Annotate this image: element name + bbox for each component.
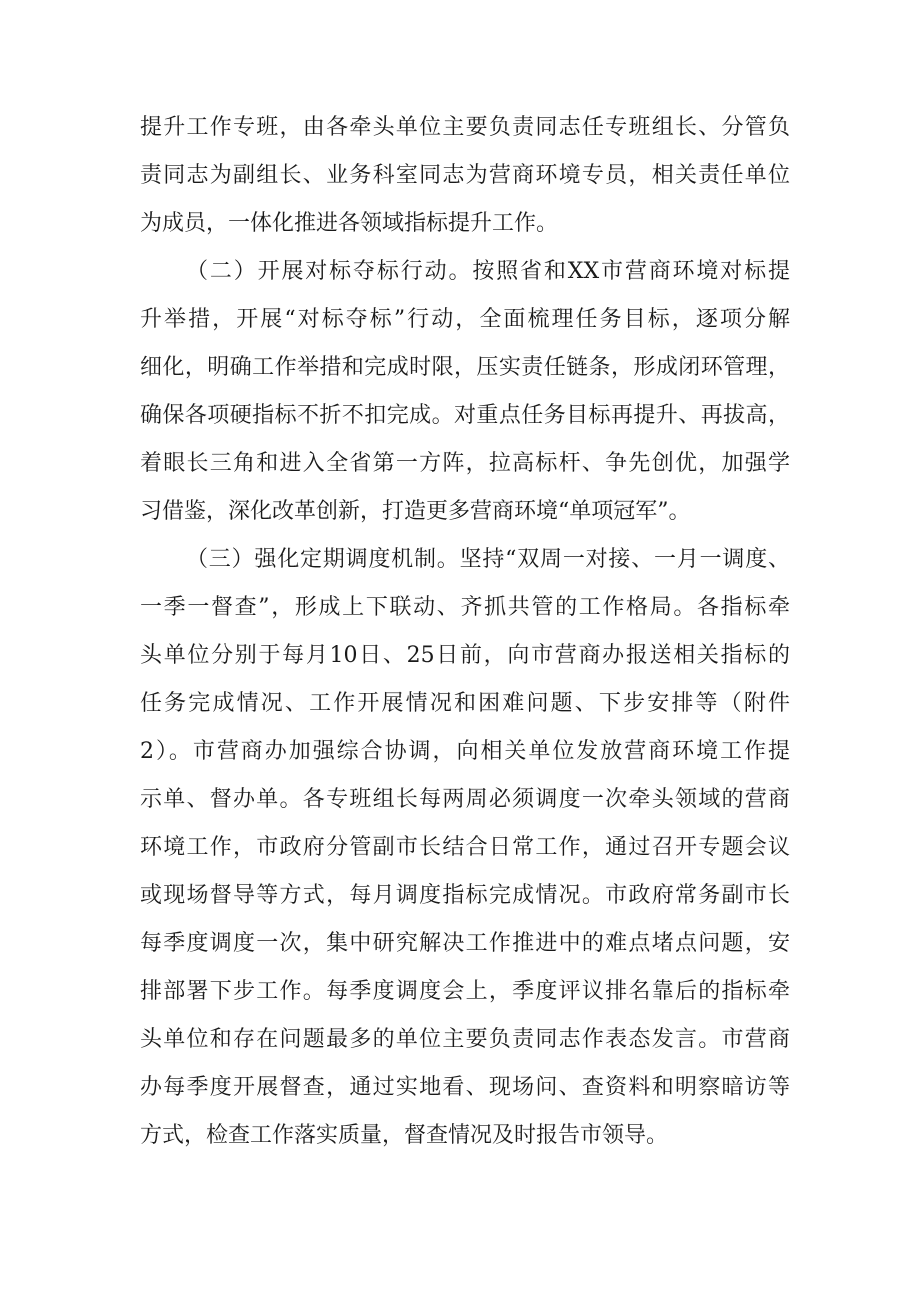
body-text-line: 习借鉴，深化改革创新，打造更多营商环境“单项冠军”。 [140, 499, 691, 524]
body-text-line: 提升工作专班，由各牵头单位主要负责同志任专班组长、分管负 [140, 115, 790, 140]
body-text-line: 为成员，一体化推进各领域指标提升工作。 [140, 211, 559, 236]
body-text-line: 或现场督导等方式，每月调度指标完成情况。市政府常务副市长 [140, 883, 790, 908]
body-text-line: 任务完成情况、工作开展情况和困难问题、下步安排等（附件 [140, 691, 790, 716]
body-text-line: 头单位分别于每月10日、25日前，向市营商办报送相关指标的 [140, 643, 790, 668]
body-text-line: 办每季度开展督查，通过实地看、现场问、查资料和明察暗访等 [140, 1075, 790, 1100]
section-heading-line: （三）强化定期调度机制。坚持“双周一对接、一月一调度、 [186, 547, 790, 572]
body-text-line: 细化，明确工作举措和完成时限，压实责任链条，形成闭环管理， [140, 355, 790, 380]
body-text-line: 2）。市营商办加强综合协调，向相关单位发放营商环境工作提 [140, 739, 790, 764]
body-text-line: 排部署下步工作。每季度调度会上，季度评议排名靠后的指标牵 [140, 979, 790, 1004]
body-text-line: 升举措，开展“对标夺标”行动，全面梳理任务目标，逐项分解 [140, 307, 790, 332]
body-text-line: 每季度调度一次，集中研究解决工作推进中的难点堵点问题，安 [140, 931, 790, 956]
body-text-line: 环境工作，市政府分管副市长结合日常工作，通过召开专题会议 [140, 835, 790, 860]
body-text-line: 着眼长三角和进入全省第一方阵，拉高标杆、争先创优，加强学 [140, 451, 790, 476]
body-text-line: 方式，检查工作落实质量，督查情况及时报告市领导。 [140, 1123, 669, 1148]
body-text-line: 确保各项硬指标不折不扣完成。对重点任务目标再提升、再拔高， [140, 403, 790, 428]
body-text-line: 示单、督办单。各专班组长每两周必须调度一次牵头领域的营商 [140, 787, 790, 812]
body-text-line: 头单位和存在问题最多的单位主要负责同志作表态发言。市营商 [140, 1027, 790, 1052]
section-heading-line: （二）开展对标夺标行动。按照省和XX市营商环境对标提 [186, 259, 790, 284]
body-text-line: 一季一督查”，形成上下联动、齐抓共管的工作格局。各指标牵 [140, 595, 790, 620]
body-text-line: 责同志为副组长、业务科室同志为营商环境专员，相关责任单位 [140, 163, 790, 188]
